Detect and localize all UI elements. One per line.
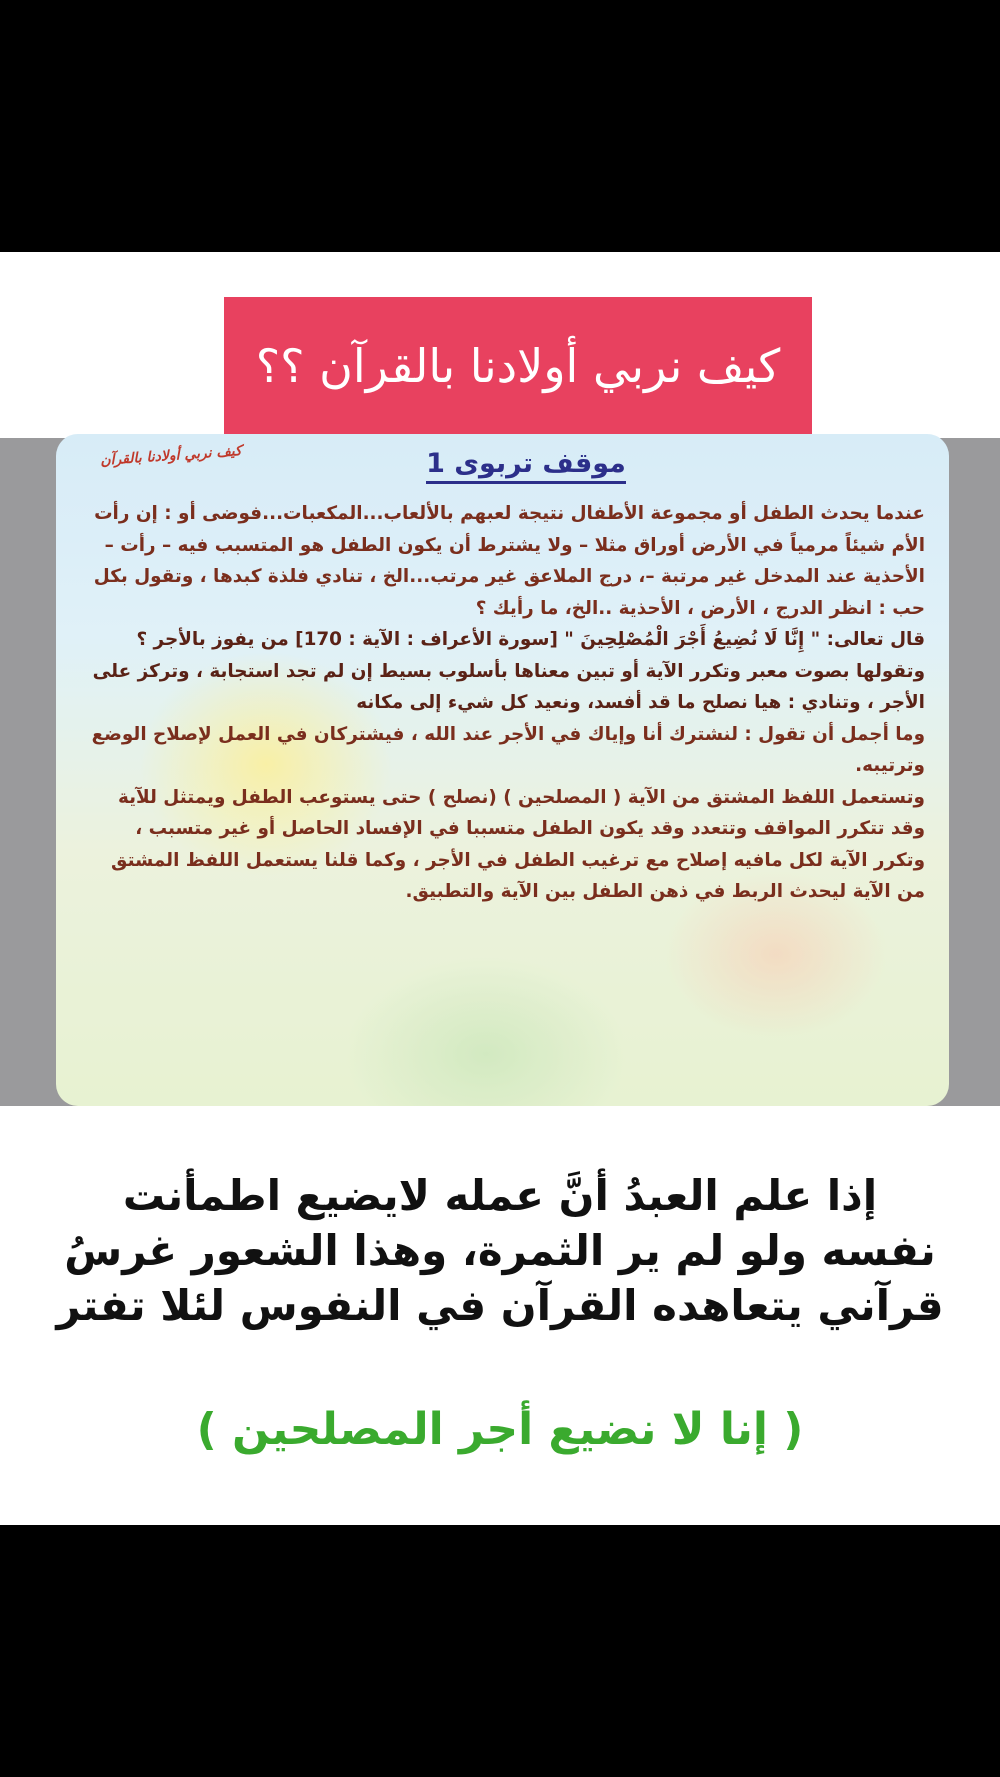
reflection-line: نفسه ولو لم ير الثمرة، وهذا الشعور غرسُ [64, 1226, 936, 1275]
quran-verse: ( إنا لا نضيع أجر المصلحين ) [196, 1404, 804, 1455]
card-heading-text: موقف تربوى 1 [426, 448, 626, 484]
card-logo: كيف نربي أولادنا بالقرآن [99, 443, 243, 469]
card-heading [356, 448, 696, 479]
reflection-line: إذا علم العبدُ أنَّ عمله لايضيع اطمأنت [122, 1171, 878, 1220]
reflection-text [50, 1168, 950, 1333]
page-title: كيف نربي أولادنا بالقرآن ؟؟ [224, 297, 812, 434]
card-paragraph: وقد تتكرر المواقف وتتعدد وقد يكون الطفل متسببا في الإفساد الحاصل أو غير متسبب ، وتكرر الآية لكل مافيه إصلاح مع ترغيب الطفل في الأجر ، وكما قلنا يستعمل اللفظ المشتق من الآية ليحدث الربط في ذهن الطفل بين الآية والتطبيق. [111, 818, 925, 902]
card-paragraph: وما أجمل أن تقول : لنشترك أنا وإياك في الأجر عند الله ، فيشتركان في العمل لإصلاح الوضع وترتيبه. [91, 723, 925, 776]
card-paragraph: وتستعمل اللفظ المشتق من الآية ( المصلحين ) (نصلح ) حتى يستوعب الطفل ويمتثل للآية [117, 786, 925, 808]
card-paragraph: عندما يحدث الطفل أو مجموعة الأطفال نتيجة لعبهم بالألعاب...المكعبات...فوضى أو : إن رأت الأم شيئاً مرمياً في الأرض أوراق مثلا – ولا يشترط أن يكون الطفل هو المتسبب فيه – رأت – الأحذية عند المدخل غير مرتبة –، درج الملاعق غير مرتب...الخ ، تنادي فلذة كبدها ، وتقول بكل حب : انظر الدرج ، الأرض ، الأحذية ..الخ، ما رأيك ؟ [93, 503, 925, 619]
card-paragraph-verse: قال تعالى: " إِنَّا لَا نُضِيعُ أَجْرَ الْمُصْلِحِينَ " [سورة الأعراف : الآية : 170] من يفوز بالأجر ؟ وتقولها بصوت معبر وتكرر الآية أو تبين معناها بأسلوب بسيط إن لم تجد استجابة ، وتركز على الأجر ، وتنادي : هيا نصلح ما قد أفسد، ونعيد كل شيء إلى مكانه [92, 629, 925, 713]
card-body [80, 498, 925, 908]
reflection-line: قرآني يتعاهده القرآن في النفوس لئلا تفتر [56, 1281, 944, 1330]
lesson-card [56, 434, 949, 1106]
